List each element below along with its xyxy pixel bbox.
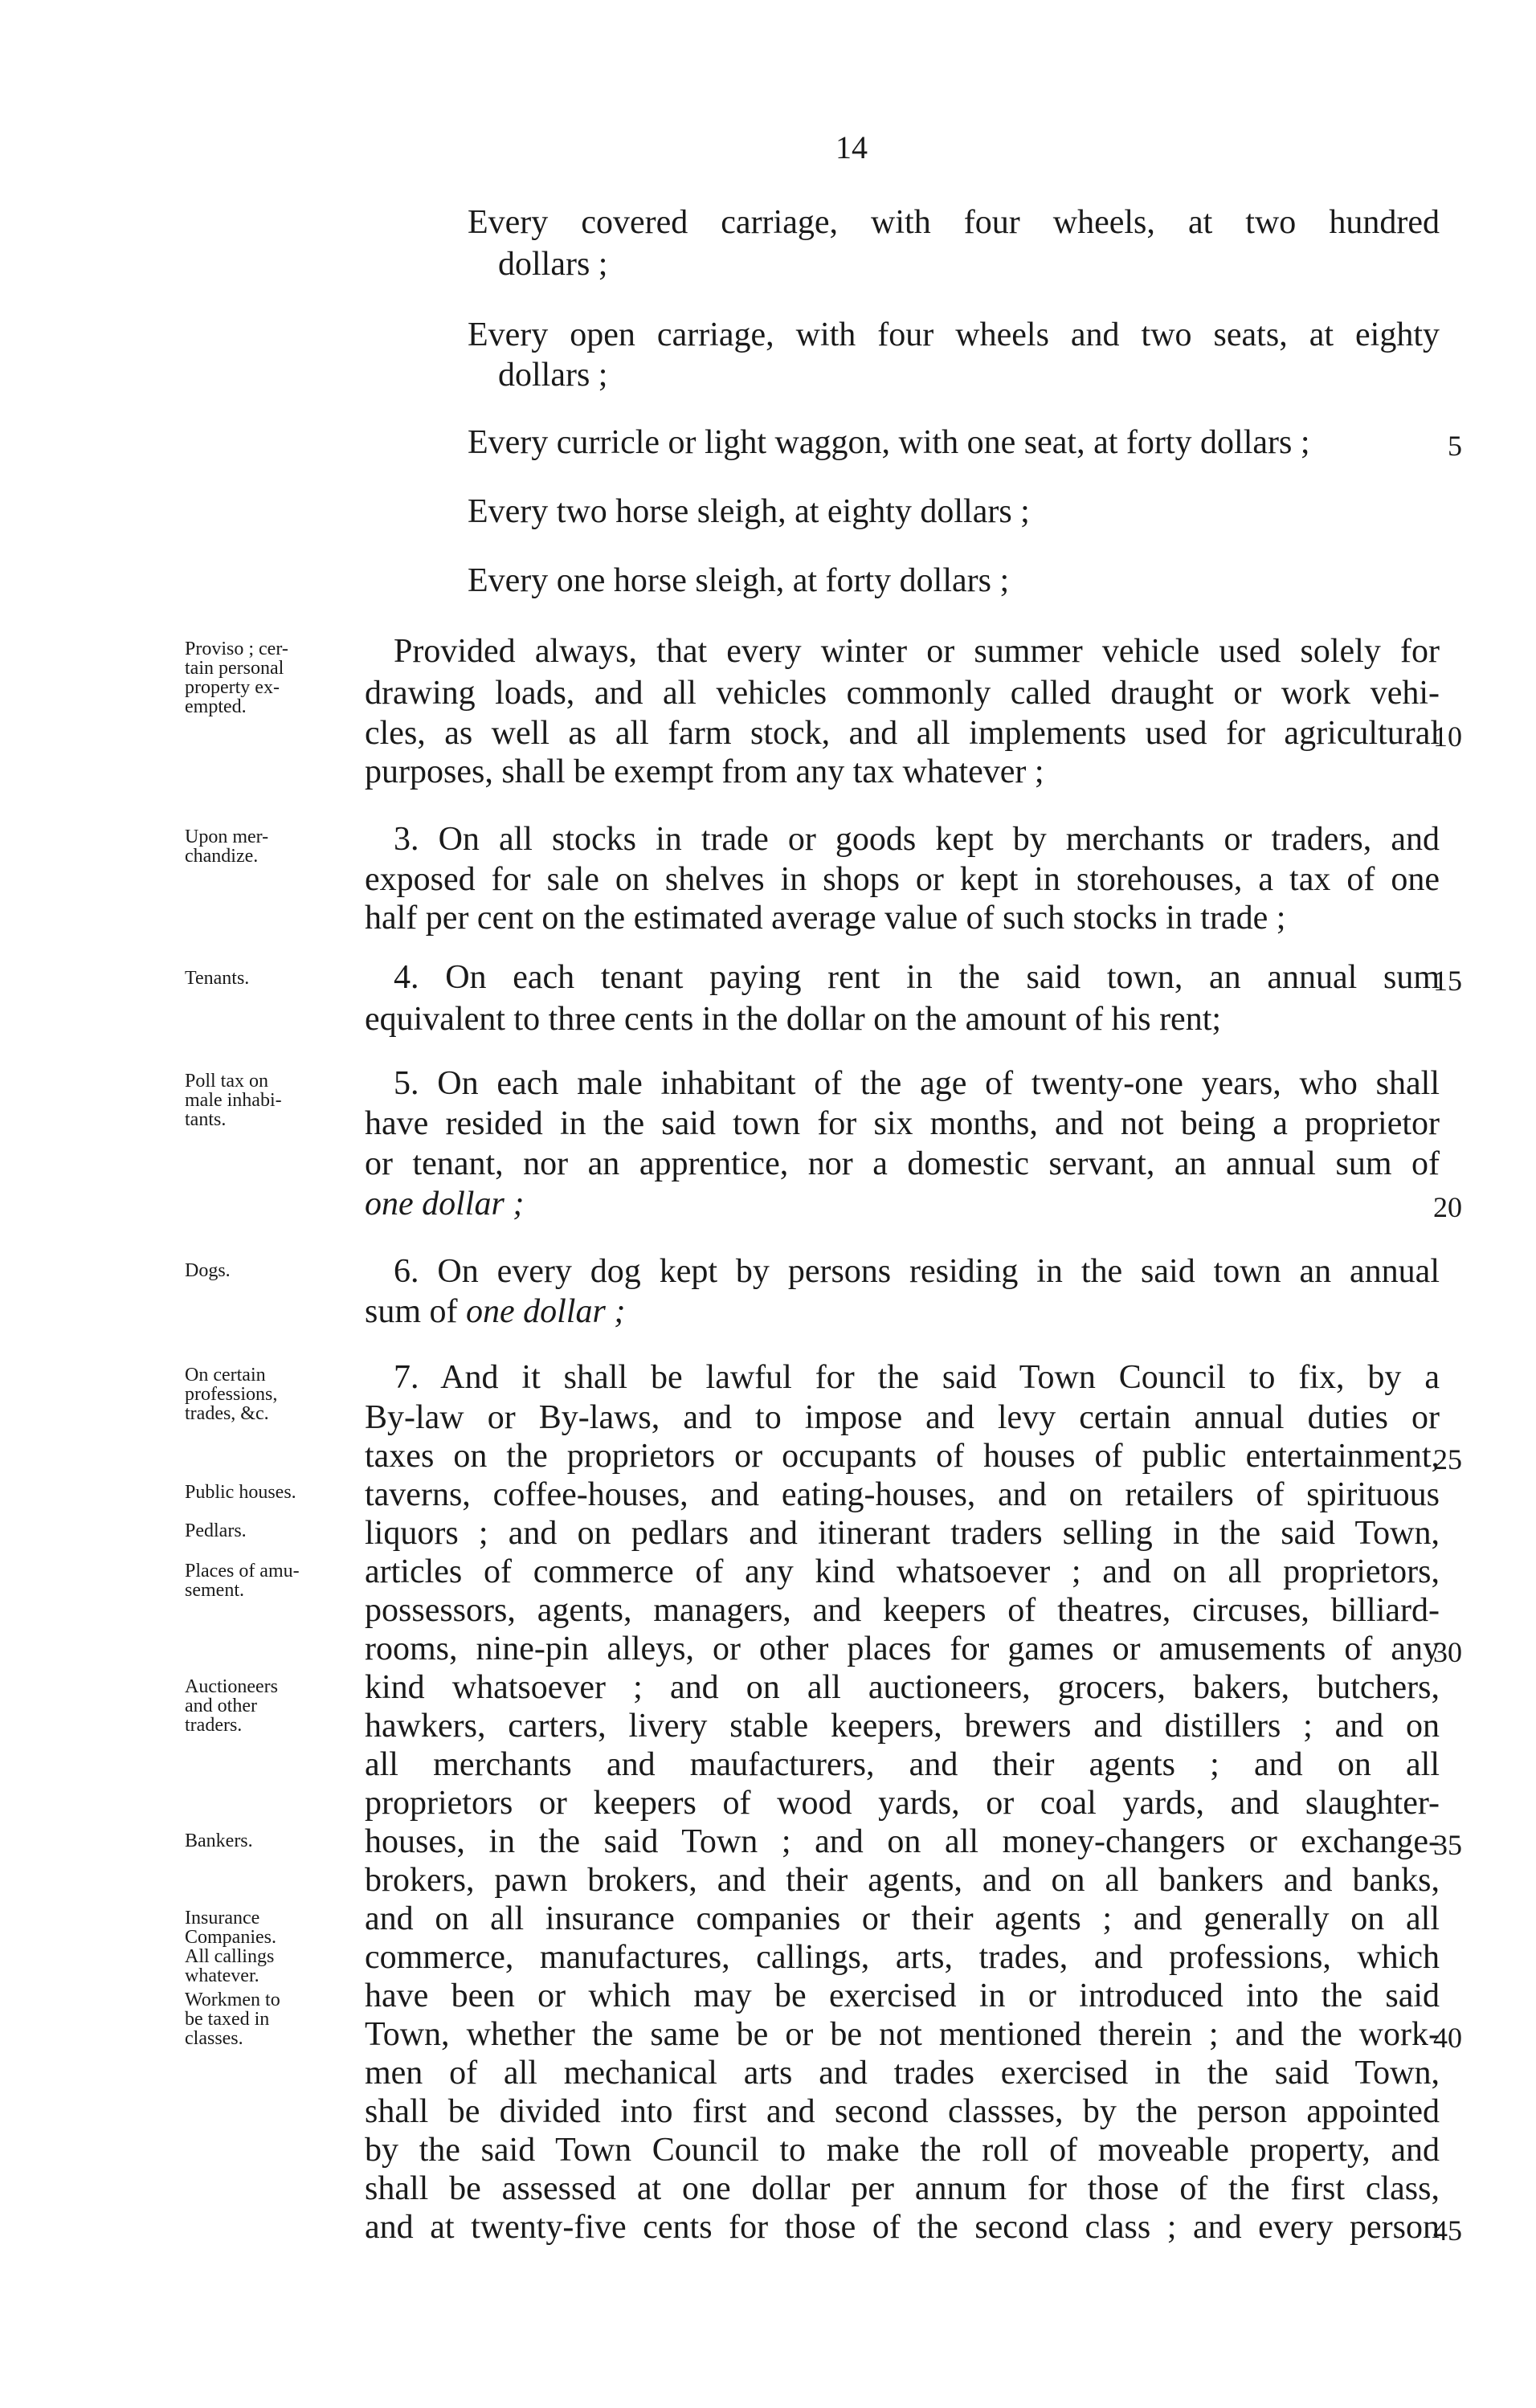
text-fragment: sum of [365,1293,458,1330]
margin-note: Companies. [185,1927,276,1948]
line-number: 30 [1433,1636,1462,1668]
margin-note: Public houses. [185,1482,296,1503]
text-line: 5. On each male inhabitant of the age of twenty-one years, who shall [394,1065,1440,1102]
text-line: 3. On all stocks in trade or goods kept by merchants or traders, and [394,821,1440,858]
margin-note: Insurance [185,1908,260,1928]
text-line: Every curricle or light waggon, with one seat, at forty dollars ; [468,424,1310,461]
text-line: and at twenty-five cents for those of the second class ; and every person [365,2209,1440,2246]
margin-note: empted. [185,696,247,717]
margin-note: Workmen to [185,1990,280,2010]
margin-note: property ex- [185,677,280,698]
text-line: exposed for sale on shelves in shops or kept in storehouses, a tax of one [365,861,1440,898]
text-line: shall be divided into first and second classses, by the person appointed [365,2093,1440,2130]
text-line: by the said Town Council to make the roll of moveable property, and [365,2132,1440,2169]
margin-note: professions, [185,1384,278,1405]
margin-note: be taxed in [185,2009,270,2030]
text-line [365,1295,625,1328]
line-number: 35 [1433,1829,1462,1861]
margin-note: On certain [185,1365,266,1386]
text-line: rooms, nine-pin alleys, or other places for games or amusements of any [365,1631,1440,1667]
text-line: Every one horse sleigh, at forty dollars ; [468,562,1010,599]
margin-note: male inhabi- [185,1090,282,1111]
margin-note: and other [185,1696,257,1716]
text-line: taxes on the proprietors or occupants of houses of public entertainment, [365,1438,1440,1475]
line-number: 5 [1448,430,1462,462]
text-line [365,1187,524,1221]
margin-note: Tenants. [185,968,250,989]
margin-note: Dogs. [185,1260,231,1281]
margin-note: Places of amu- [185,1561,300,1582]
text-line: cles, as well as all farm stock, and all implements used for agricultural [365,715,1440,752]
text-line: articles of commerce of any kind whatsoever ; and on all proprietors, [365,1553,1440,1590]
margin-note: Upon mer- [185,826,269,847]
line-number: 10 [1433,720,1462,753]
margin-note: Auctioneers [185,1676,278,1697]
text-line: Every two horse sleigh, at eighty dollars ; [468,493,1030,530]
margin-note: chandize. [185,846,259,867]
text-line: possessors, agents, managers, and keepers of theatres, circuses, billiard- [365,1592,1440,1629]
text-line: commerce, manufactures, callings, arts, trades, and professions, which [365,1939,1440,1976]
text-line: 7. And it shall be lawful for the said Town Council to fix, by a [394,1359,1440,1396]
text-line: proprietors or keepers of wood yards, or coal yards, and slaughter- [365,1785,1440,1822]
text-line: dollars ; [498,246,608,283]
margin-note: Bankers. [185,1830,253,1851]
margin-note: whatever. [185,1965,259,1986]
line-number: 40 [1433,2022,1462,2054]
text-line: Every covered carriage, with four wheels, at two hundred [468,204,1440,241]
text-line: half per cent on the estimated average value of such stocks in trade ; [365,900,1286,937]
text-line: Every open carriage, with four wheels and two seats, at eighty [468,316,1440,353]
margin-note: trades, &c. [185,1403,269,1424]
text-line: kind whatsoever ; and on all auctioneers, grocers, bakers, butchers, [365,1669,1440,1706]
text-line: have resided in the said town for six months, and not being a proprietor [365,1105,1440,1142]
margin-note: Proviso ; cer- [185,639,288,659]
text-line: dollars ; [498,357,608,394]
line-number: 45 [1433,2214,1462,2247]
margin-note: Poll tax on [185,1071,269,1092]
text-line: 4. On each tenant paying rent in the said town, an annual sum [394,959,1440,996]
italic-text: one dollar ; [365,1186,525,1222]
text-line: houses, in the said Town ; and on all money-changers or exchange- [365,1823,1440,1860]
margin-note: tants. [185,1109,227,1130]
margin-note: All callings [185,1946,275,1967]
text-line: By-law or By-laws, and to impose and levy certain annual duties or [365,1399,1440,1436]
text-line: all merchants and maufacturers, and their agents ; and on all [365,1746,1440,1783]
text-line: liquors ; and on pedlars and itinerant traders selling in the said Town, [365,1515,1440,1552]
margin-note: tain personal [185,658,284,679]
text-line: shall be assessed at one dollar per annum for those of the first class, [365,2170,1440,2207]
line-number: 20 [1433,1191,1462,1223]
italic-text: one dollar ; [466,1293,626,1330]
text-line: and on all insurance companies or their agents ; and generally on all [365,1900,1440,1937]
text-line: equivalent to three cents in the dollar on the amount of his rent; [365,1001,1222,1038]
text-line: men of all mechanical arts and trades exercised in the said Town, [365,2055,1440,2092]
text-line: drawing loads, and all vehicles commonly called draught or work vehi- [365,675,1440,712]
line-number: 25 [1433,1443,1462,1475]
margin-note: traders. [185,1715,243,1736]
page-number: 14 [835,129,868,165]
margin-note: sement. [185,1580,244,1601]
text-line: brokers, pawn brokers, and their agents, and on all bankers and banks, [365,1862,1440,1899]
text-line: 6. On every dog kept by persons residing in the said town an annual [394,1253,1440,1290]
text-line: hawkers, carters, livery stable keepers, brewers and distillers ; and on [365,1708,1440,1745]
margin-note: classes. [185,2028,243,2049]
line-number: 15 [1433,965,1462,997]
text-line: purposes, shall be exempt from any tax whatever ; [365,753,1044,790]
margin-note: Pedlars. [185,1520,247,1541]
text-line: or tenant, nor an apprentice, nor a domestic servant, an annual sum of [365,1145,1440,1182]
text-line: Town, whether the same be or be not mentioned therein ; and the work- [365,2016,1440,2053]
text-line: have been or which may be exercised in or introduced into the said [365,1977,1440,2014]
text-line: Provided always, that every winter or summer vehicle used solely for [394,633,1440,670]
text-line: taverns, coffee-houses, and eating-houses, and on retailers of spirituous [365,1476,1440,1513]
